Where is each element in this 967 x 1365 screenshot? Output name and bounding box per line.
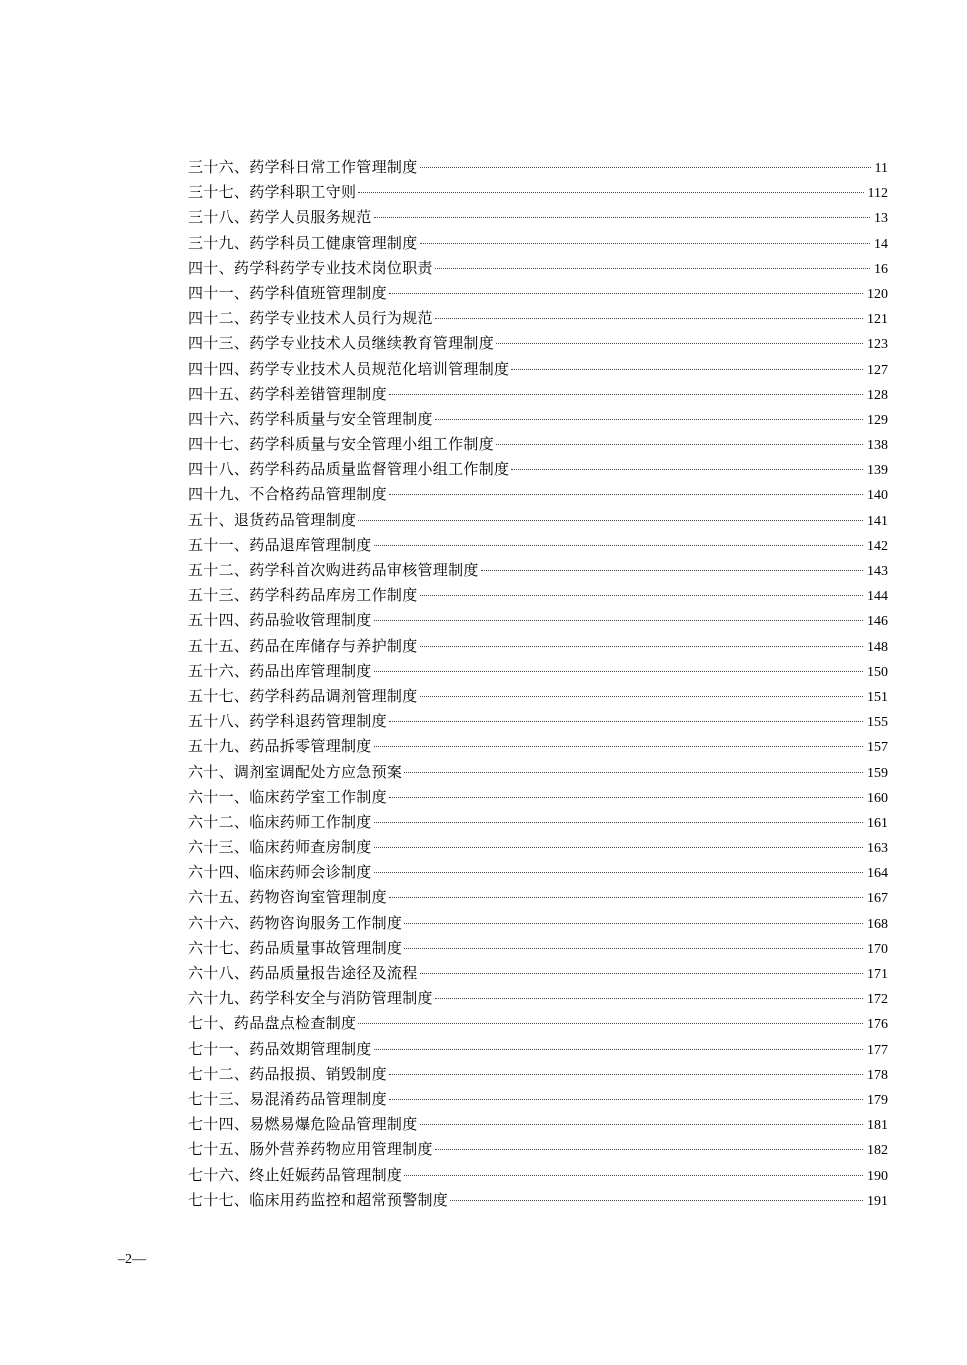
- toc-entry-title: 六十四、临床药师会诊制度: [188, 863, 372, 882]
- dot-leader: [389, 897, 863, 898]
- toc-entry-page: 121: [867, 312, 888, 328]
- toc-entry[interactable]: [188, 1037, 888, 1062]
- toc-entry[interactable]: [188, 936, 888, 961]
- toc-entry-page: 182: [867, 1143, 888, 1159]
- toc-entry-title: 五十、退货药品管理制度: [188, 510, 357, 529]
- toc-entry-page: 178: [867, 1067, 888, 1083]
- toc-entry-page: 179: [867, 1092, 888, 1108]
- toc-entry-page: 176: [867, 1017, 888, 1033]
- dot-leader: [374, 545, 863, 546]
- toc-entry[interactable]: [188, 1011, 888, 1036]
- toc-entry-title: 四十七、药学科质量与安全管理小组工作制度: [188, 435, 495, 454]
- toc-entry-page: 128: [867, 387, 888, 403]
- toc-entry-page: 11: [874, 161, 888, 176]
- dot-leader: [420, 973, 863, 974]
- toc-entry[interactable]: [188, 961, 888, 986]
- toc-entry-title: 五十六、药品出库管理制度: [188, 661, 372, 680]
- dot-leader: [435, 419, 863, 420]
- toc-entry[interactable]: [188, 860, 888, 885]
- toc-entry-page: 148: [867, 639, 888, 655]
- dot-leader: [496, 343, 863, 344]
- toc-entry-title: 六十九、药学科安全与消防管理制度: [188, 989, 433, 1008]
- toc-entry[interactable]: [188, 407, 888, 432]
- toc-entry-page: 150: [867, 664, 888, 680]
- dot-leader: [374, 822, 863, 823]
- toc-entry-page: 129: [867, 412, 888, 428]
- toc-entry-title: 四十一、药学科值班管理制度: [188, 283, 387, 302]
- toc-entry-title: 四十四、药学专业技术人员规范化培训管理制度: [188, 359, 510, 378]
- dot-leader: [435, 1149, 863, 1150]
- toc-entry-title: 五十八、药学科退药管理制度: [188, 712, 387, 731]
- toc-entry-title: 四十、药学科药学专业技术岗位职责: [188, 258, 433, 277]
- dot-leader: [374, 1049, 863, 1050]
- toc-entry-title: 五十二、药学科首次购进药品审核管理制度: [188, 561, 479, 579]
- toc-entry-page: 143: [867, 564, 888, 579]
- toc-entry-page: 177: [867, 1042, 888, 1058]
- dot-leader: [358, 520, 863, 521]
- toc-entry-title: 四十八、药学科药品质量监督管理小组工作制度: [188, 460, 510, 479]
- dot-leader: [389, 494, 863, 495]
- toc-entry[interactable]: [188, 911, 888, 936]
- dot-leader: [481, 570, 863, 571]
- toc-entry-title: 六十六、药物咨询服务工作制度: [188, 913, 403, 932]
- toc-entry[interactable]: [188, 1137, 888, 1162]
- toc-entry[interactable]: [188, 180, 888, 205]
- toc-entry-page: 161: [867, 815, 888, 831]
- toc-entry[interactable]: [188, 1163, 888, 1188]
- toc-entry[interactable]: [188, 432, 888, 457]
- dot-leader: [358, 192, 863, 193]
- toc-entry-page: 171: [867, 967, 888, 982]
- toc-entry-title: 四十六、药学科质量与安全管理制度: [188, 409, 433, 428]
- toc-entry-page: 157: [867, 740, 888, 756]
- toc-entry-page: 191: [867, 1193, 888, 1209]
- dot-leader: [420, 696, 863, 697]
- dot-leader: [358, 1023, 863, 1024]
- toc-entry[interactable]: [188, 835, 888, 860]
- toc-entry-title: 三十八、药学人员服务规范: [188, 208, 372, 227]
- dot-leader: [389, 394, 863, 395]
- toc-entry-page: 112: [867, 186, 888, 202]
- toc-entry-title: 七十一、药品效期管理制度: [188, 1039, 372, 1058]
- toc-entry[interactable]: [188, 256, 888, 281]
- dot-leader: [389, 797, 863, 798]
- toc-entry-title: 五十四、药品验收管理制度: [188, 611, 372, 630]
- toc-entry[interactable]: [188, 709, 888, 734]
- toc-entry[interactable]: [188, 281, 888, 306]
- dot-leader: [374, 746, 863, 747]
- toc-entry-title: 六十二、临床药师工作制度: [188, 812, 372, 831]
- toc-entry-page: 16: [874, 261, 888, 277]
- dot-leader: [420, 595, 863, 596]
- toc-entry[interactable]: [188, 155, 888, 180]
- toc-entry[interactable]: [188, 659, 888, 684]
- toc-entry-title: 五十九、药品拆零管理制度: [188, 737, 372, 756]
- toc-entry[interactable]: [188, 558, 888, 583]
- toc-entry-page: 139: [867, 463, 888, 479]
- toc-entry-title: 六十五、药物咨询室管理制度: [188, 888, 387, 907]
- toc-entry-title: 五十三、药学科药品库房工作制度: [188, 586, 418, 605]
- toc-entry-title: 五十七、药学科药品调剂管理制度: [188, 686, 418, 705]
- dot-leader: [496, 444, 863, 445]
- dot-leader: [420, 646, 863, 647]
- dot-leader: [374, 847, 863, 848]
- toc-entry-page: 167: [867, 891, 888, 907]
- dot-leader: [435, 318, 863, 319]
- toc-entry[interactable]: [188, 885, 888, 910]
- toc-entry[interactable]: [188, 785, 888, 810]
- toc-entry-title: 六十八、药品质量报告途径及流程: [188, 964, 418, 982]
- toc-entry-page: 181: [867, 1118, 888, 1134]
- toc-entry-title: 七十四、易燃易爆危险品管理制度: [188, 1115, 418, 1134]
- dot-leader: [404, 948, 863, 949]
- toc-entry-page: 151: [867, 689, 888, 705]
- toc-entry-page: 144: [867, 589, 888, 605]
- toc-entry-title: 四十三、药学专业技术人员继续教育管理制度: [188, 334, 495, 353]
- toc-entry-page: 138: [867, 438, 888, 454]
- toc-entry-page: 172: [867, 992, 888, 1008]
- toc-entry-page: 127: [867, 362, 888, 378]
- toc-entry[interactable]: [188, 810, 888, 835]
- toc-entry-title: 七十六、终止妊娠药品管理制度: [188, 1165, 403, 1184]
- toc-entry[interactable]: [188, 986, 888, 1011]
- toc-entry-page: 146: [867, 614, 888, 630]
- toc-entry-page: 159: [867, 765, 888, 781]
- dot-leader: [511, 469, 863, 470]
- dot-leader: [374, 872, 863, 873]
- toc-entry-title: 三十九、药学科员工健康管理制度: [188, 233, 418, 252]
- toc-entry[interactable]: [188, 205, 888, 230]
- dot-leader: [511, 369, 863, 370]
- toc-entry[interactable]: [188, 760, 888, 785]
- toc-entry-page: 170: [867, 941, 888, 957]
- toc-entry-page: 120: [867, 286, 888, 302]
- toc-entry[interactable]: [188, 684, 888, 709]
- toc-entry[interactable]: [188, 1062, 888, 1087]
- toc-entry-title: 六十七、药品质量事故管理制度: [188, 938, 403, 957]
- toc-entry[interactable]: [188, 306, 888, 331]
- toc-entry-title: 六十、调剂室调配处方应急预案: [188, 762, 403, 781]
- toc-entry[interactable]: [188, 1112, 888, 1137]
- toc-entry-title: 七十七、临床用药监控和超常预警制度: [188, 1190, 449, 1209]
- dot-leader: [389, 721, 863, 722]
- toc-entry[interactable]: [188, 457, 888, 482]
- toc-entry-page: 141: [867, 513, 888, 529]
- toc-entry-title: 六十一、临床药学室工作制度: [188, 787, 387, 806]
- dot-leader: [389, 293, 863, 294]
- dot-leader: [450, 1200, 863, 1201]
- toc-entry-title: 五十五、药品在库储存与养护制度: [188, 636, 418, 655]
- toc-entry[interactable]: [188, 382, 888, 407]
- toc-entry[interactable]: [188, 1188, 888, 1213]
- dot-leader: [404, 772, 863, 773]
- toc-entry-title: 三十七、药学科职工守则: [188, 183, 357, 202]
- toc-entry[interactable]: [188, 1087, 888, 1112]
- dot-leader: [435, 268, 870, 269]
- toc-entry-title: 五十一、药品退库管理制度: [188, 535, 372, 554]
- toc-entry-title: 六十三、临床药师查房制度: [188, 838, 372, 857]
- dot-leader: [374, 217, 870, 218]
- dot-leader: [404, 1175, 863, 1176]
- toc-entry-title: 七十三、易混淆药品管理制度: [188, 1089, 387, 1108]
- toc-entry-title: 七十、药品盘点检查制度: [188, 1014, 357, 1033]
- toc-entry[interactable]: [188, 734, 888, 759]
- toc-entry-page: 142: [867, 538, 888, 554]
- toc-entry-page: 164: [867, 866, 888, 882]
- toc-entry-page: 168: [867, 916, 888, 932]
- toc-entry-page: 14: [874, 236, 888, 252]
- dot-leader: [435, 998, 863, 999]
- toc-entry[interactable]: [188, 331, 888, 356]
- dot-leader: [389, 1099, 863, 1100]
- toc-entry-title: 四十二、药学专业技术人员行为规范: [188, 309, 433, 328]
- dot-leader: [404, 923, 863, 924]
- toc-entry[interactable]: [188, 583, 888, 608]
- dot-leader: [420, 243, 870, 244]
- table-of-contents: [188, 155, 888, 1213]
- toc-entry[interactable]: [188, 608, 888, 633]
- page-number: –2—: [118, 1252, 146, 1267]
- toc-entry[interactable]: [188, 508, 888, 533]
- toc-entry[interactable]: [188, 231, 888, 256]
- toc-entry-page: 140: [867, 488, 888, 504]
- toc-entry-title: 四十五、药学科差错管理制度: [188, 384, 387, 403]
- toc-entry[interactable]: [188, 533, 888, 558]
- toc-entry-page: 13: [874, 211, 888, 227]
- dot-leader: [374, 671, 863, 672]
- dot-leader: [420, 167, 871, 168]
- dot-leader: [389, 1074, 863, 1075]
- toc-entry-page: 160: [867, 790, 888, 806]
- toc-entry-title: 七十五、肠外营养药物应用管理制度: [188, 1140, 433, 1159]
- toc-entry[interactable]: [188, 634, 888, 659]
- dot-leader: [374, 620, 863, 621]
- toc-entry[interactable]: [188, 357, 888, 382]
- toc-entry-title: 四十九、不合格药品管理制度: [188, 485, 387, 504]
- toc-entry-page: 190: [867, 1168, 888, 1184]
- toc-entry-title: 三十六、药学科日常工作管理制度: [188, 158, 418, 176]
- dot-leader: [420, 1124, 863, 1125]
- toc-entry[interactable]: [188, 482, 888, 507]
- toc-entry-page: 163: [867, 841, 888, 857]
- toc-entry-page: 123: [867, 337, 888, 353]
- toc-entry-title: 七十二、药品报损、销毁制度: [188, 1064, 387, 1083]
- toc-entry-page: 155: [867, 715, 888, 731]
